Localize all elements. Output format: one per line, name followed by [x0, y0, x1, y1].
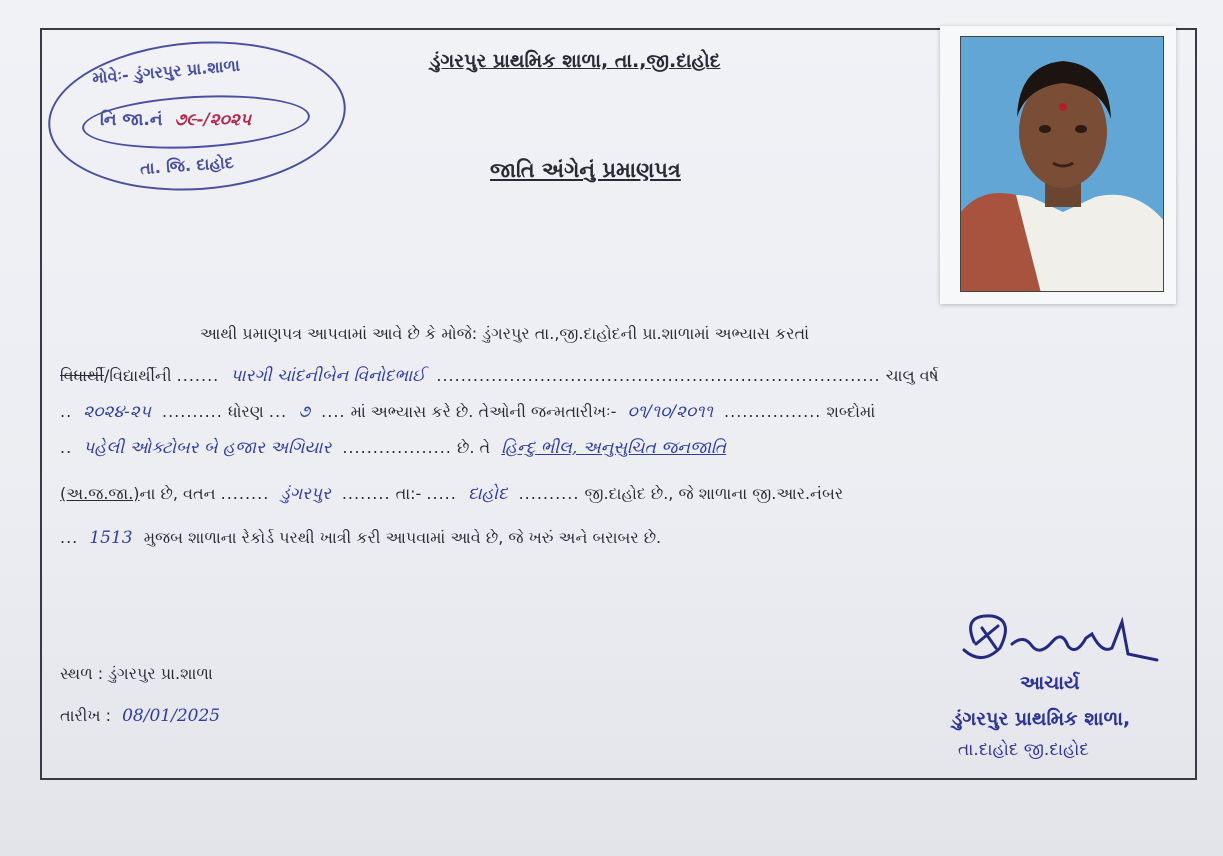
- standard-label: ધોરણ: [227, 402, 264, 421]
- place-label: સ્થળ: [60, 664, 93, 683]
- current-year-label: ચાલુ વર્ષ: [885, 366, 939, 385]
- date-label: તારીખ :: [60, 706, 112, 725]
- caste-intro-text: છે. તે: [456, 438, 491, 457]
- birth-date: ૦૧/૧૦/૨૦૧૧: [627, 402, 713, 422]
- native-label: ના છે, વતન: [139, 484, 216, 503]
- birth-date-in-words: પહેલી ઓક્ટોબર બે હજાર અગિયાર: [83, 438, 332, 458]
- body-line-1: [60, 322, 1190, 346]
- stamp-reg-line: [100, 110, 257, 130]
- student-photo-image: [960, 36, 1164, 292]
- stamp-reg-number: ૭૯-/૨૦૨૫: [174, 110, 251, 130]
- struck-student-label: વિધાર્થી: [60, 366, 104, 385]
- school-name: ડુંગરપુર પ્રાથમિક શાળા, તા.,જી.દાહોદ: [430, 50, 721, 72]
- body-line-4: .. પહેલી ઓક્ટોબર બે હજાર અગિયાર .................. છે. તે હિન્દુ ભીલ, અનુસુચિત જનજાતિ: [60, 436, 1190, 460]
- stamp-top-text: મોવેઃ- ડુંગરપુર પ્રા.શાળા: [91, 55, 241, 88]
- body-intro-text: આથી પ્રમાણપત્ર આપવામાં આવે છે કે મોજે: ડુંગરપુર તા.,જી.દાહોદની પ્રા.શાળામાં અભ્યાસ કરતાં: [200, 324, 810, 343]
- student-name: પારગી ચાંદનીબેન વિનોદભાઈ: [230, 366, 426, 386]
- gr-number-label: જી.દાહોદ છે., જે શાળાના જી.આર.નંબર: [584, 484, 844, 503]
- signature-role: આચાર્ય: [1020, 672, 1080, 694]
- place-value: : ડુંગરપુર પ્રા.શાળા: [97, 664, 213, 683]
- certificate-title: જાતિ અંગેનું પ્રમાણપત્ર: [490, 158, 681, 182]
- date-value: 08/01/2025: [122, 706, 221, 726]
- signature-school: ડુંગરપુર પ્રાથમિક શાળા,: [952, 708, 1131, 730]
- stamp-bottom-text: તા. જિ. દાહોદ: [139, 152, 235, 179]
- academic-year: ૨૦૨૪-૨૫: [83, 402, 151, 422]
- caste-value: હિન્દુ ભીલ, અનુસુચિત જનજાતિ: [501, 438, 727, 458]
- taluka-label: તા:-: [395, 484, 422, 503]
- student-photo: [940, 26, 1176, 304]
- signature-place: તા.દાહોદ જી.દાહોદ: [958, 740, 1089, 760]
- body-line-5: (અ.જ.જા.)ના છે, વતન ........ ડુંગરપુર ........ તા:- ..... દાહોદ .......... જી.દાહોદ છે., જે શાળાના જી.આર.નંબર: [60, 484, 844, 504]
- gr-number: 1513: [89, 528, 133, 548]
- stamp-reg-prefix: નિ જા.નં: [100, 110, 163, 130]
- caste-abbreviation: (અ.જ.જા.): [60, 484, 140, 503]
- taluka-value: દાહોદ: [467, 484, 508, 504]
- body-line-6: ... 1513 મુજબ શાળાના રેકોર્ડ પરથી ખાત્રી કરી આપવામાં આવે છે, જે ખરું અને બરાબર છે.: [60, 528, 662, 548]
- native-village: ડુંગરપુર: [280, 484, 331, 504]
- body-line-2: વિધાર્થી/વિદ્યાર્થીની ....... પારગી ચાંદનીબેન વિનોદભાઈ ......................................................................... ચાલુ વર્ષ: [60, 366, 939, 386]
- principal-signature: [952, 604, 1172, 674]
- birthdate-label: માં અભ્યાસ કરે છે. તેઓની જન્મતારીખઃ-: [350, 402, 617, 421]
- place-line: [60, 664, 213, 684]
- date-line: [60, 706, 226, 726]
- verification-text: મુજબ શાળાના રેકોર્ડ પરથી ખાત્રી કરી આપવામાં આવે છે, જે ખરું અને બરાબર છે.: [143, 528, 662, 547]
- body-line-3: .. ૨૦૨૪-૨૫ .......... ધોરણ ... ૭ .... માં અભ્યાસ કરે છે. તેઓની જન્મતારીખઃ- ૦૧/૧૦/૨૦૧૧ ................ શબ્દોમાં: [60, 402, 876, 422]
- in-words-label: શબ્દોમાં: [826, 402, 876, 421]
- standard-value: ૭: [298, 402, 311, 422]
- student-label: /વિદ્યાર્થીની: [103, 366, 172, 385]
